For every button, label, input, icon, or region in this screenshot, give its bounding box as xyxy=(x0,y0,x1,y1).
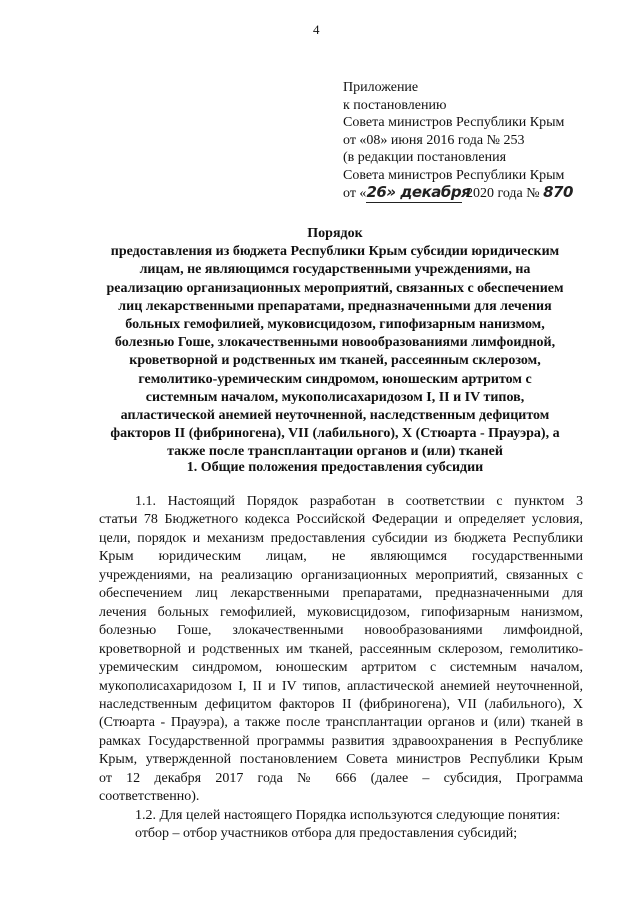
amendment-year: 2020 года № xyxy=(462,186,544,201)
paragraph-line: лечения больных гемофилией, муковисцидозом, гипофизарным нанизмом, xyxy=(99,604,583,620)
title-line: гемолитико-уремическим синдромом, юношеским артритом с xyxy=(138,371,532,387)
title-line: реализацию организационных мероприятий, связанных с обеспечением xyxy=(106,280,564,296)
paragraph-line: статьи 78 Бюджетного кодекса Российской Федерации и определяет условия, xyxy=(99,512,583,528)
title-line: системным началом, мукополисахаридозом I, II и IV типов, xyxy=(145,389,525,405)
appendix-line: Совета министров Республики Крым xyxy=(343,167,565,183)
appendix-line: от «08» июня 2016 года № 253 xyxy=(343,132,525,148)
appendix-line: к постановлению xyxy=(343,97,447,113)
paragraph-line: обеспечением лиц лекарственными препаратами, предназначенными для xyxy=(99,586,583,602)
paragraph-line: болезнью Гоше, злокачественными новообразованиями лимфоидной, xyxy=(99,623,583,639)
appendix-line: (в редакции постановления xyxy=(343,150,507,165)
section-heading: 1. Общие положения предоставления субсидии xyxy=(186,460,484,475)
paragraph-line: от 12 декабря 2017 года № 666 (далее – субсидия, Программа xyxy=(99,770,583,786)
paragraph-line: учреждениями, на реализацию организационных мероприятий, связанных с xyxy=(99,567,583,583)
title-line: кроветворной и родственных им тканей, рассеянным склерозом, xyxy=(129,353,541,369)
paragraph-line: кроветворной и родственных им тканей, рассеянным склерозом, гемолитико- xyxy=(99,641,583,657)
appendix-line: Совета министров Республики Крым xyxy=(343,115,565,130)
page-number: 4 xyxy=(313,22,320,37)
title-heading: Порядок xyxy=(307,226,363,241)
paragraph-line: 1.1. Настоящий Порядок разработан в соответствии с пунктом 3 xyxy=(135,494,583,509)
paragraph-line: 1.2. Для целей настоящего Порядка используются следующие понятия: xyxy=(135,807,561,823)
title-line: факторов II (фибриногена), VII (лабильного), X (Стюарта - Прауэра), а xyxy=(110,426,560,442)
paragraph-line: отбор – отбор участников отбора для предоставления субсидий; xyxy=(135,826,518,842)
section-body xyxy=(99,493,583,844)
paragraph-line: уремическим синдромом, юношеским артритом с системным началом, xyxy=(99,660,583,676)
handwritten-date: 26» декабря xyxy=(366,183,471,201)
paragraph-line: цели, порядок и механизм предоставления субсидии из бюджета Республики xyxy=(99,530,583,546)
paragraph-line: (Стюарта - Прауэра), а также после трансплантации органов и (или) тканей в xyxy=(99,715,583,731)
handwritten-number: 870 xyxy=(543,183,573,201)
title-line: больных гемофилией, муковисцидозом, гипофизарным нанизмом, xyxy=(125,317,545,333)
paragraph-line: соответственно). xyxy=(99,789,200,805)
amendment-prefix: от « xyxy=(343,186,367,201)
paragraph-line: Крым, утвержденной постановлением Совета министров Республики Крым xyxy=(99,752,583,768)
appendix-block xyxy=(343,79,623,203)
paragraph-line: мукополисахаридозом I, II и IV типов, апластической анемией неуточненной, xyxy=(99,678,583,694)
title-line: также после трансплантации органов и (или) тканей xyxy=(167,444,503,460)
paragraph-line: рамках Государственной программы развития здравоохранения в Республике xyxy=(99,733,583,749)
paragraph-line: Крым юридическим лицам, не являющимся государственными xyxy=(99,549,583,565)
title-line: предоставления из бюджета Республики Крым субсидии юридическим xyxy=(110,244,560,260)
title-line: лицам, не являющимся государственными учреждениями, на xyxy=(139,262,531,278)
document-title xyxy=(100,225,570,462)
appendix-line-amendment-date xyxy=(343,184,623,203)
title-line: лиц лекарственными препаратами, предназначенными для лечения xyxy=(118,298,552,314)
appendix-line: Приложение xyxy=(343,80,419,95)
paragraph-line: наследственным дефицитом факторов II (фибриногена), VII (лабильного), X xyxy=(99,696,583,712)
title-line: апластической анемией неуточненной, наследственным дефицитом xyxy=(120,408,550,424)
title-line: болезнью Гоше, злокачественными новообразованиями лимфоидной, xyxy=(114,335,556,351)
